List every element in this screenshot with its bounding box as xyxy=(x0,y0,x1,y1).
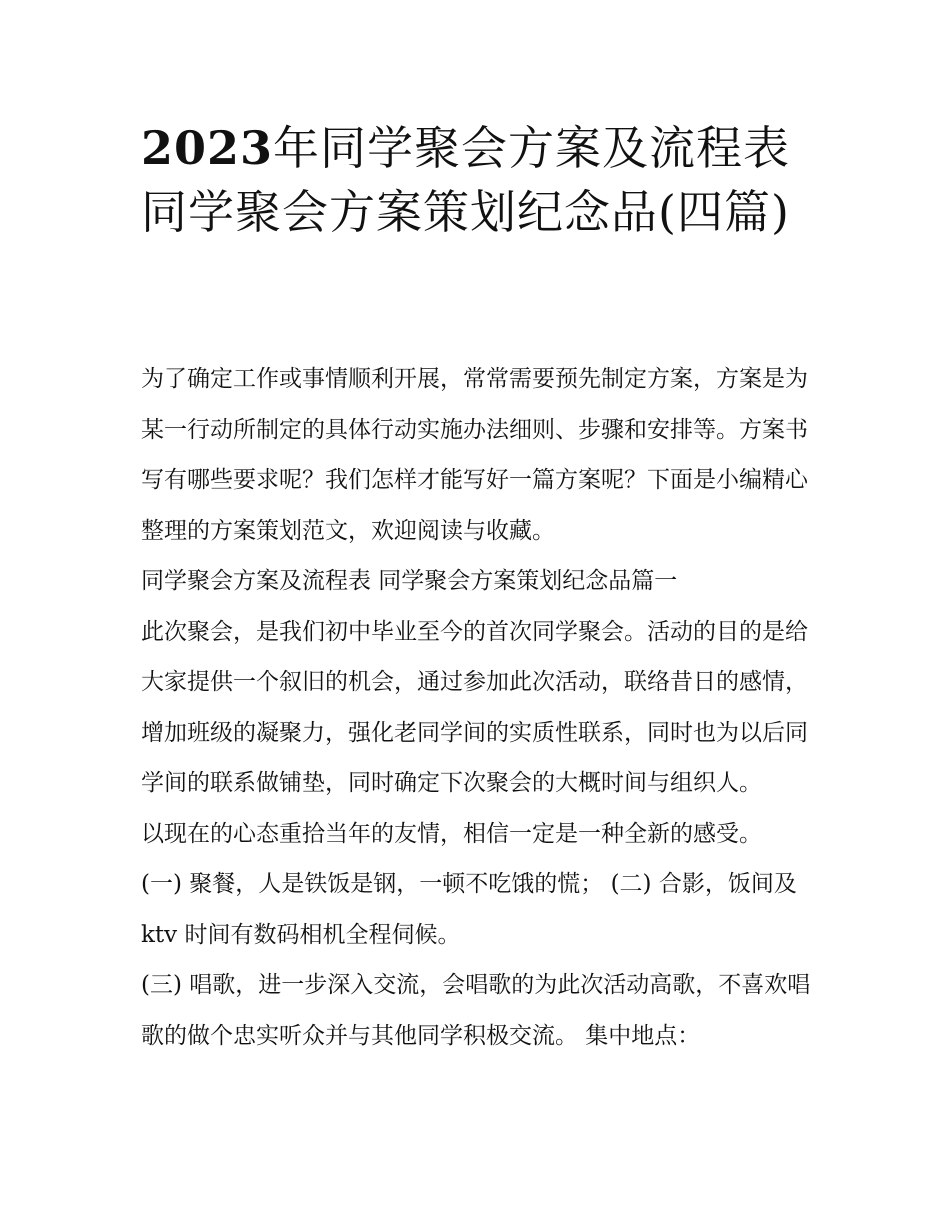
title-text: 年同学聚会方案及流程表同学聚会方案策划纪念品(四篇) xyxy=(141,121,791,239)
body-paragraph: (一) 聚餐，人是铁饭是钢，一顿不吃饿的慌； (二) 合影，饭间及 ktv 时间有数码相机全程伺候。 xyxy=(141,871,797,948)
intro-paragraph: 为了确定工作或事情顺利开展，常常需要预先制定方案，方案是为某一行动所制定的具体行动实施办法细则、步骤和安排等。方案书写有哪些要求呢？我们怎样才能写好一篇方案呢？下面是小编精心整理的方案策划范文，欢迎阅读与收藏。 xyxy=(141,366,808,544)
title-year: 2023 xyxy=(141,121,274,175)
body-paragraph: 此次聚会，是我们初中毕业至今的首次同学聚会。活动的目的是给大家提供一个叙旧的机会，通过参加此次活动，联络昔日的感情，增加班级的凝聚力，强化老同学间的实质性联系，同时也为以后同学间的联系做铺垫，同时确定下次聚会的大概时间与组织人。 xyxy=(141,618,808,796)
body-paragraph: 以现在的心态重拾当年的友情，相信一定是一种全新的感受。 xyxy=(141,820,762,847)
body-paragraph: (三) 唱歌，进一步深入交流，会唱歌的为此次活动高歌，不喜欢唱歌的做个忠实听众并与其他同学积极交流。 集中地点： xyxy=(141,972,811,1049)
document-body xyxy=(141,354,813,1061)
document-title xyxy=(141,116,821,244)
section-heading: 同学聚会方案及流程表 同学聚会方案策划纪念品篇一 xyxy=(141,568,678,594)
